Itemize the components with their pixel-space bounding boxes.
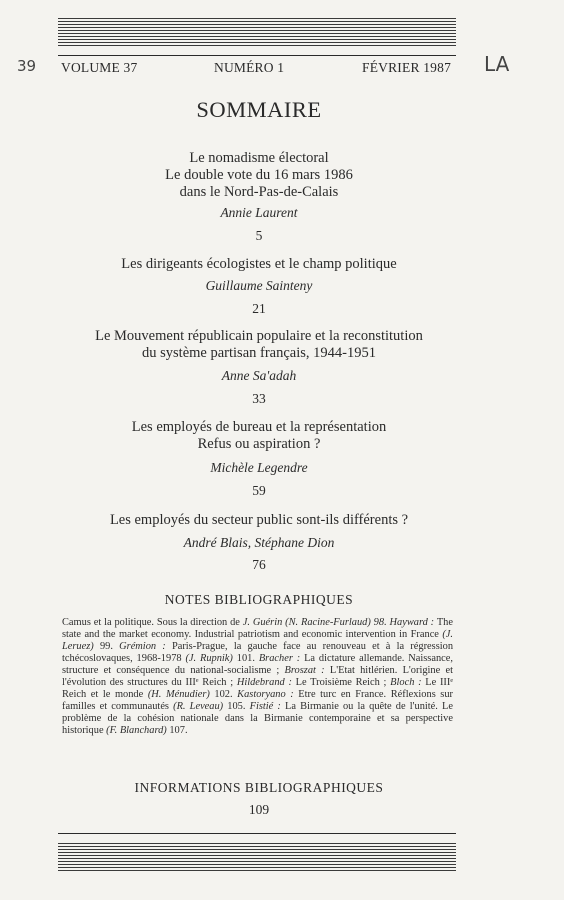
note-fragment: (F. Blanchard) <box>106 725 167 736</box>
note-fragment: (J. Rupnik) <box>185 653 233 664</box>
article-5-page: 76 <box>252 557 266 572</box>
article-2-author: Guillaume Sainteny <box>205 278 313 293</box>
note-fragment: The state and the market economy. Industrial patriotism and economic intervention in France <box>62 617 453 640</box>
article-title-line: dans le Nord-Pas-de-Calais <box>179 184 339 200</box>
note-fragment: Bracher : <box>258 653 301 664</box>
article-1-author: Annie Laurent <box>220 205 298 220</box>
note-fragment: Bloch : <box>390 677 422 688</box>
note-fragment: Le IIIᵉ Reich et le monde <box>62 677 454 700</box>
note-fragment: Etre turc en France. Réflexions sur familles et communautés <box>62 689 454 712</box>
article-title-line: Le double vote du 16 mars 1986 <box>165 167 353 183</box>
note-fragment: L'Etat hitlérien. L'origine et l'évolution des structures du IIIᵉ Reich ; <box>62 665 453 688</box>
notes-body <box>62 617 453 737</box>
article-title-line: Les employés du secteur public sont-ils différents ? <box>109 512 409 528</box>
note-fragment: Fistié : <box>249 701 281 712</box>
article-4-title <box>0 419 518 453</box>
note-fragment: 101. <box>232 653 259 664</box>
note-fragment: 105. <box>223 701 250 712</box>
article-1-page: 5 <box>255 228 263 243</box>
note-fragment: Broszat : <box>284 665 325 676</box>
article-3-page: 33 <box>252 391 266 406</box>
issue-number: NUMÉRO 1 <box>214 60 285 75</box>
article-2-title <box>0 256 518 273</box>
note-fragment: Kastoryano : <box>237 689 294 700</box>
article-title-line: Les employés de bureau et la représentation <box>131 419 387 435</box>
handwritten-mark-right: LA <box>484 52 510 76</box>
article-4-author: Michèle Legendre <box>210 460 308 475</box>
note-fragment: (R. Leveau) <box>173 701 224 712</box>
note-fragment: 102. <box>209 689 238 700</box>
article-4-page: 59 <box>252 483 266 498</box>
article-5-title <box>0 512 518 529</box>
article-title-line: Le Mouvement républicain populaire et la reconstitution <box>95 328 423 344</box>
top-rule <box>58 55 456 56</box>
bottom-rule <box>58 833 456 834</box>
note-fragment: Le Troisième Reich ; <box>291 677 391 688</box>
note-fragment: La Birmanie ou la quête de l'unité. Le problème de la cohésion nationale dans la Birmanie contemporaine et sa perspective historique <box>62 701 453 736</box>
article-2-page: 21 <box>252 301 266 316</box>
note-fragment: (J. Leruez) <box>62 629 453 652</box>
article-title-line: Le nomadisme électoral <box>189 150 329 166</box>
note-fragment: Camus et la politique. Sous la direction de <box>62 617 243 628</box>
issue-date: FÉVRIER 1987 <box>362 60 452 75</box>
note-fragment: Grémion : <box>119 641 166 652</box>
article-5-author: André Blais, Stéphane Dion <box>183 535 335 550</box>
article-1-title <box>0 150 518 201</box>
top-hatched-border <box>58 18 456 48</box>
article-title-line: Les dirigeants écologistes et le champ politique <box>121 256 397 272</box>
note-fragment: Paris-Prague, la gauche face au renouveau et à la régression tchécoslovaques, 1968-1978 <box>62 641 454 664</box>
note-fragment: La dictature allemande. Naissance, structure et conséquence du national-socialisme ; <box>62 653 453 676</box>
bottom-hatched-border <box>58 843 456 873</box>
article-3-title <box>0 328 518 362</box>
handwritten-mark-left: 39 <box>17 57 37 75</box>
informations-heading: INFORMATIONS BIBLIOGRAPHIQUES <box>134 780 384 795</box>
article-title-line: du système partisan français, 1944-1951 <box>142 345 376 361</box>
page-title: SOMMAIRE <box>196 97 322 122</box>
article-3-author: Anne Sa'adah <box>221 368 297 383</box>
note-fragment: (H. Ménudier) <box>147 689 210 700</box>
note-fragment: 107. <box>166 725 188 736</box>
note-fragment: J. Guérin (N. Racine-Furlaud) 98. Hayward : <box>242 617 435 628</box>
issue-volume: VOLUME 37 <box>61 60 138 75</box>
note-fragment: Hildebrand : <box>236 677 292 688</box>
notes-heading: NOTES BIBLIOGRAPHIQUES <box>164 592 354 607</box>
article-title-line: Refus ou aspiration ? <box>197 436 321 452</box>
informations-page: 109 <box>248 802 270 817</box>
note-fragment: 99. <box>93 641 120 652</box>
